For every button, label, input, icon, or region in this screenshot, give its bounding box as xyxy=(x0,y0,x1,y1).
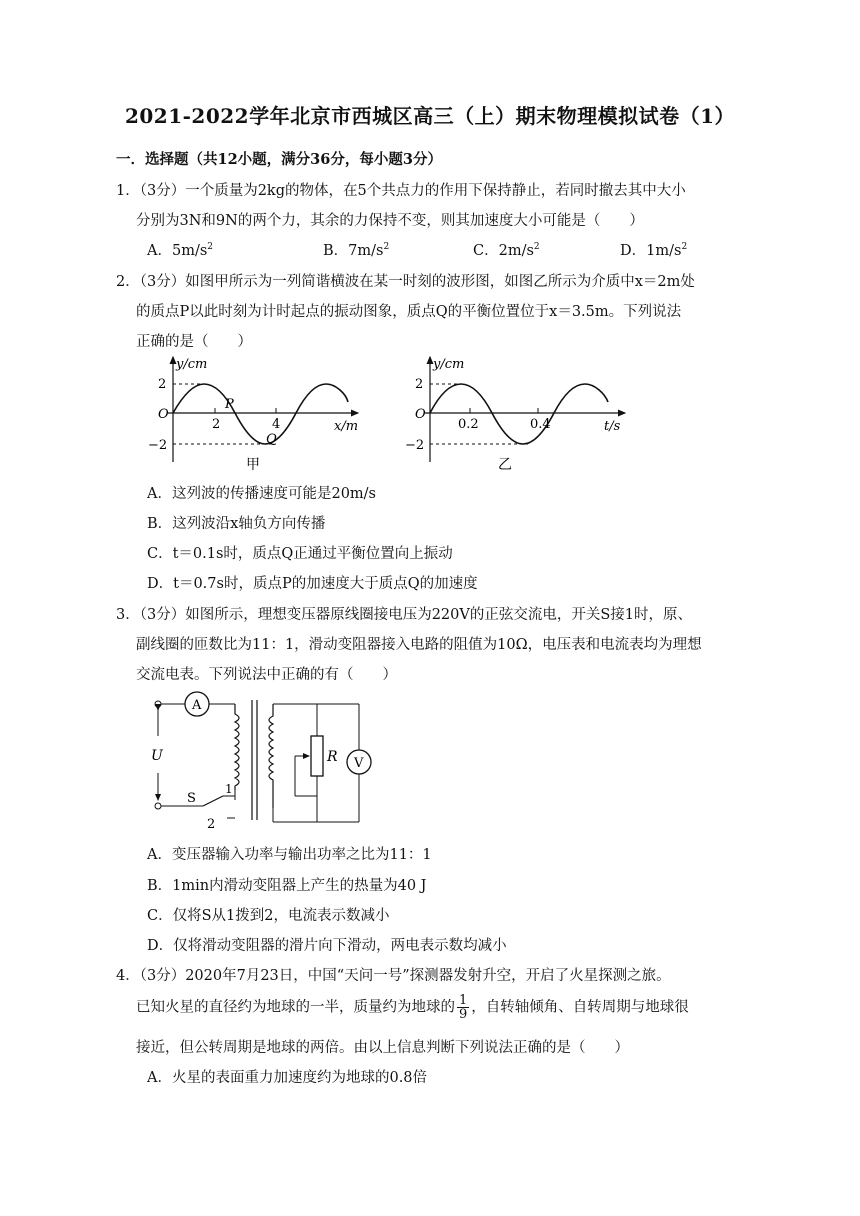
wave-graph-jia xyxy=(148,352,368,477)
q3-option-d: D．仅将滑动变阻器的滑片向下滑动，两电表示数均减小 xyxy=(147,938,507,954)
q4-line2: 已知火星的直径约为地球的一半，质量约为地球的 $\frac{1}{9}$ ，自转轴倾角、自转周期与地球很 xyxy=(136,993,689,1022)
graph-b-ypos: 2 xyxy=(415,377,424,392)
graph-a-tick-2: 2 xyxy=(212,417,221,432)
q1-option-a: A．$5m/s^2$ xyxy=(147,242,214,259)
q2-line1: 2．（3分）如图甲所示为一列简谐横波在某一时刻的波形图，如图乙所示为介质中x＝2m处 xyxy=(116,274,695,290)
resistor-label: R xyxy=(327,749,338,765)
fraction-one-ninth: $\frac{1}{9}$ xyxy=(459,993,468,1022)
ammeter-label: A xyxy=(192,698,202,713)
q3-line3: 交流电表。下列说法中正确的有（ ） xyxy=(136,667,397,683)
transformer-circuit xyxy=(145,688,385,833)
switch-pos-2: 2 xyxy=(207,817,216,832)
graph-a-caption: 甲 xyxy=(246,457,260,473)
q3-line2: 副线圈的匝数比为11：1，滑动变阻器接入电路的阻值为10Ω，电压表和电流表均为理想 xyxy=(136,637,702,653)
graph-b-caption: 乙 xyxy=(498,457,512,473)
q4-line1: 4．（3分）2020年7月23日，中国“天问一号”探测器发射升空，开启了火星探测之旅。 xyxy=(116,968,671,984)
graph-a-ypos: 2 xyxy=(158,377,167,392)
q1-option-d: D．$1m/s^2$ xyxy=(620,242,688,259)
point-p-label: P xyxy=(225,397,234,412)
graph-b-yneg: −2 xyxy=(405,438,425,453)
q2-option-b: B．这列波沿x轴负方向传播 xyxy=(147,516,326,532)
q2-line2: 的质点P以此时刻为计时起点的振动图象，质点Q的平衡位置位于x＝3.5m。下列说法 xyxy=(136,304,682,320)
voltage-label: U xyxy=(151,748,163,764)
q1-option-b: B．$7m/s^2$ xyxy=(323,242,390,259)
q3-option-c: C．仅将S从1拨到2，电流表示数减小 xyxy=(147,908,390,924)
q4-line3: 接近，但公转周期是地球的两倍。由以上信息判断下列说法正确的是（ ） xyxy=(136,1040,629,1056)
graph-b-ylabel: y/cm xyxy=(433,357,465,372)
switch-pos-1: 1 xyxy=(225,782,233,796)
q2-option-a: A．这列波的传播速度可能是20m/s xyxy=(147,486,376,502)
q2-line3: 正确的是（ ） xyxy=(136,334,252,350)
graph-a-tick-4: 4 xyxy=(272,417,281,432)
q1-line1: 1．（3分）一个质量为2kg的物体，在5个共点力的作用下保持静止，若同时撤去其中大小 xyxy=(116,183,686,199)
switch-label: S xyxy=(187,791,196,806)
section-heading: 一．选择题（共12小题，满分36分，每小题3分） xyxy=(116,151,442,168)
voltmeter-label: V xyxy=(354,756,364,771)
q2-option-c: C．t＝0.1s时，质点Q正通过平衡位置向上振动 xyxy=(147,546,453,562)
q1-line2: 分别为3N和9N的两个力，其余的力保持不变，则其加速度大小可能是（ ） xyxy=(136,213,644,229)
graph-a-xlabel: x/m xyxy=(334,419,359,434)
q3-option-a: A．变压器输入功率与输出功率之比为11：1 xyxy=(147,847,432,863)
graph-a-yneg: −2 xyxy=(148,438,168,453)
graph-b-xlabel: t/s xyxy=(604,419,621,434)
q3-option-b: B．1min内滑动变阻器上产生的热量为40 J xyxy=(147,878,427,894)
exam-title: 2021-2022学年北京市西城区高三（上）期末物理模拟试卷（1） xyxy=(124,104,736,128)
q2-option-d: D．t＝0.7s时，质点P的加速度大于质点Q的加速度 xyxy=(147,576,478,592)
q1-option-c: C．$2m/s^2$ xyxy=(473,242,540,259)
q4-option-a: A．火星的表面重力加速度约为地球的0.8倍 xyxy=(147,1070,428,1086)
graph-b-tick-02: 0.2 xyxy=(458,417,479,432)
graph-b-tick-04: 0.4 xyxy=(530,417,551,432)
graph-b-origin: O xyxy=(415,407,426,422)
point-q-label: Q xyxy=(266,432,277,447)
graph-a-origin: O xyxy=(158,407,169,422)
graph-a-ylabel: y/cm xyxy=(176,357,208,372)
vibration-graph-yi xyxy=(390,352,630,477)
q3-line1: 3．（3分）如图所示，理想变压器原线圈接电压为220V的正弦交流电，开关S接1时，原、 xyxy=(116,607,693,623)
